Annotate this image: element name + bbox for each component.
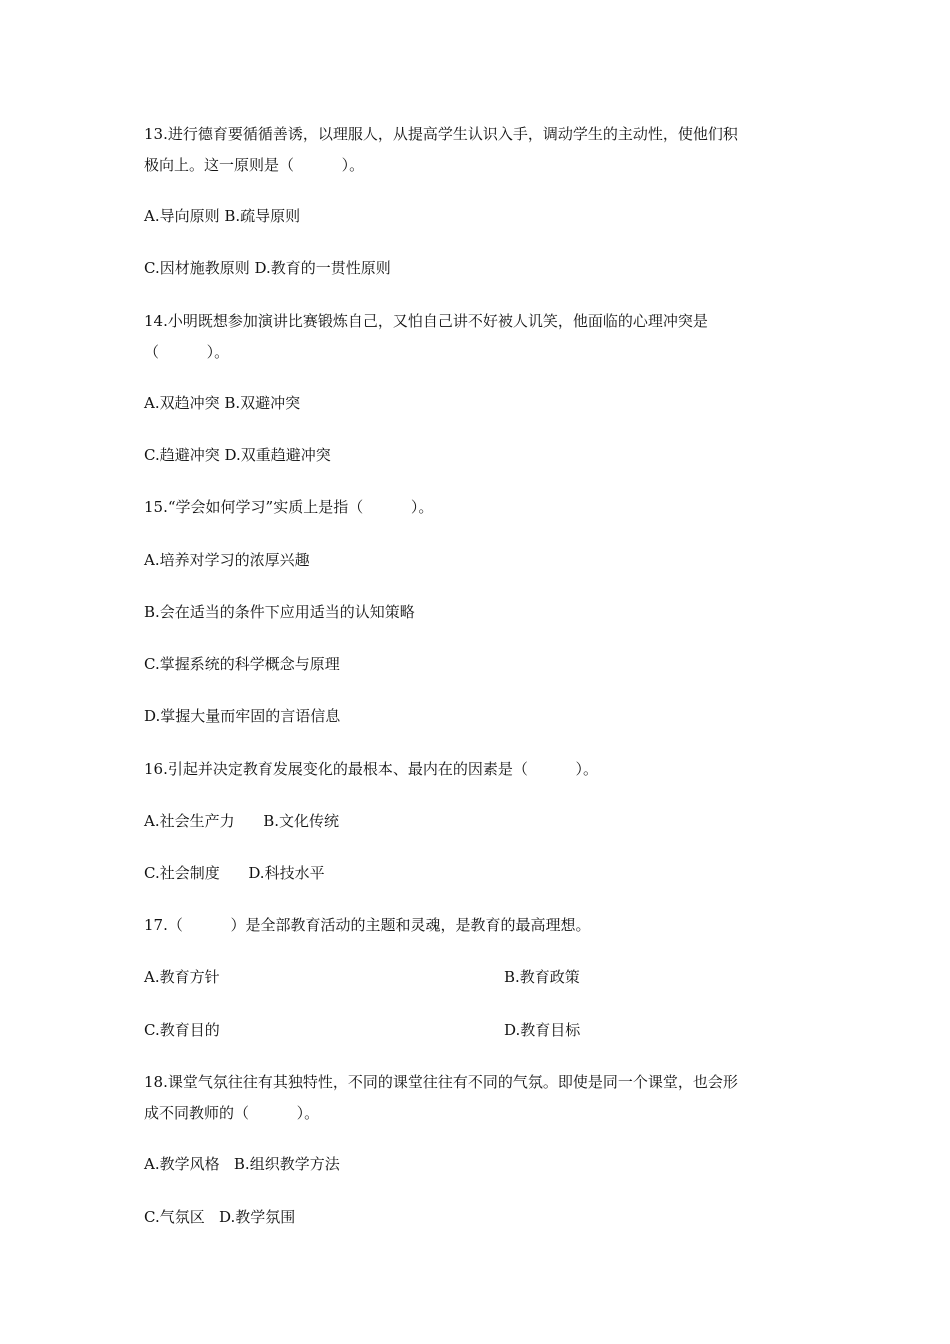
question-17-stem: 17.（ ）是全部教育活动的主题和灵魂，是教育的最高理想。 xyxy=(144,916,591,934)
question-15-stem: 15.“学会如何学习”实质上是指（ ）。 xyxy=(144,498,434,516)
question-14-stem-line-1: 14.小明既想参加演讲比赛锻炼自己，又怕自己讲不好被人讥笑，他面临的心理冲突是 xyxy=(144,312,708,330)
question-15-option-b: B.会在适当的条件下应用适当的认知策略 xyxy=(144,603,415,621)
question-14-stem-line-2: （ ）。 xyxy=(144,343,230,361)
question-17-option-c: C.教育目的 xyxy=(144,1021,220,1039)
question-13-option-ab: A.导向原则 B.疏导原则 xyxy=(144,207,301,225)
question-18-option-cd: C.气氛区 D.教学氛围 xyxy=(144,1208,296,1226)
question-15-option-d: D.掌握大量而牢固的言语信息 xyxy=(144,707,341,725)
question-14-option-cd: C.趋避冲突 D.双重趋避冲突 xyxy=(144,446,331,464)
question-18-stem-line-1: 18.课堂气氛往往有其独特性，不同的课堂往往有不同的气氛。即使是同一个课堂，也会形 xyxy=(144,1073,738,1091)
question-15-option-a: A.培养对学习的浓厚兴趣 xyxy=(144,551,310,569)
question-17-option-b: B.教育政策 xyxy=(504,968,580,986)
question-13-option-cd: C.因材施教原则 D.教育的一贯性原则 xyxy=(144,259,391,277)
question-13-stem-line-1: 13.进行德育要循循善诱，以理服人，从提高学生认识入手，调动学生的主动性，使他们积 xyxy=(144,125,738,143)
question-16-stem: 16.引起并决定教育发展变化的最根本、最内在的因素是（ ）。 xyxy=(144,760,599,778)
question-17-option-a: A.教育方针 xyxy=(144,968,220,986)
question-14-option-ab: A.双趋冲突 B.双避冲突 xyxy=(144,394,301,412)
question-18-stem-line-2: 成不同教师的（ ）。 xyxy=(144,1104,320,1122)
question-16-option-ab: A.社会生产力 B.文化传统 xyxy=(144,812,340,830)
question-13-stem-line-2: 极向上。这一原则是（ ）。 xyxy=(144,156,365,174)
question-17-option-d: D.教育目标 xyxy=(504,1021,581,1039)
question-15-option-c: C.掌握系统的科学概念与原理 xyxy=(144,655,340,673)
question-18-option-ab: A.教学风格 B.组织教学方法 xyxy=(144,1155,340,1173)
question-16-option-cd: C.社会制度 D.科技水平 xyxy=(144,864,325,882)
